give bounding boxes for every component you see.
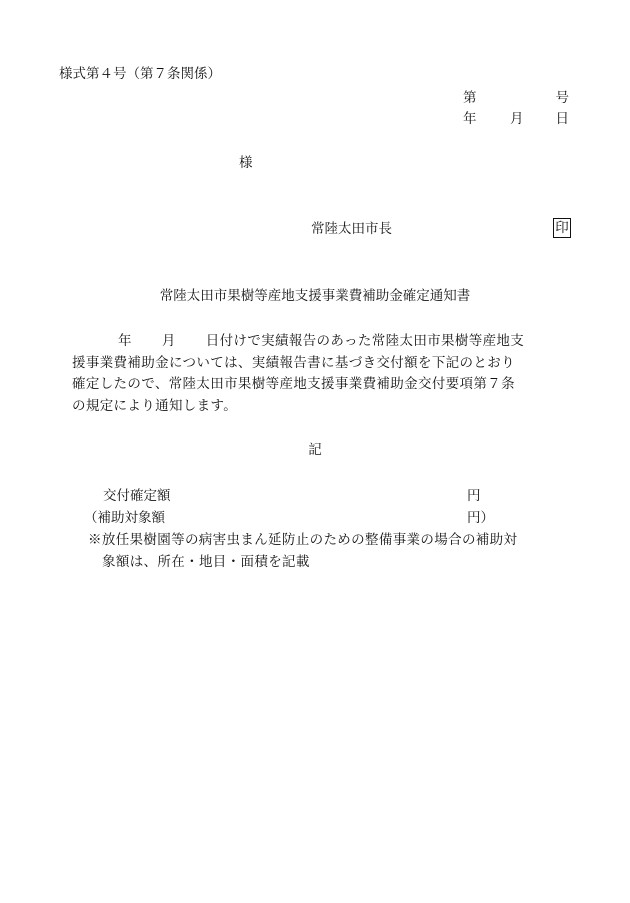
addressee-honorific: 様 (239, 155, 253, 171)
document-body (72, 331, 564, 417)
number-prefix: 第 (463, 90, 477, 106)
eligible-amount-unit: 円） (467, 510, 494, 526)
remark-note (88, 530, 573, 573)
date-day: 日 (555, 111, 569, 127)
body-line-1 (72, 331, 564, 353)
body-line-1-text: 日付けで実績報告のあった常陸太田市果樹等産地支 (205, 333, 525, 349)
body-month: 月 (161, 333, 176, 349)
seal-mark: 印 (553, 218, 571, 238)
note-line-1: ※放任果樹園等の病害虫まん延防止のための整備事業の場合の補助対 (88, 532, 518, 548)
body-year: 年 (118, 333, 132, 349)
body-line-3: 確定したので、常陸太田市果樹等産地支援事業費補助金交付要項第７条 (72, 376, 515, 392)
confirmed-amount-label: 交付確定額 (103, 488, 171, 504)
body-line-4: の規定により通知します。 (72, 397, 238, 414)
date-year: 年 (463, 111, 477, 127)
confirmed-amount-unit: 円 (467, 488, 481, 504)
form-identifier: 様式第４号（第７条関係） (59, 66, 221, 82)
record-heading: 記 (308, 442, 322, 458)
document-title: 常陸太田市果樹等産地支援事業費補助金確定通知書 (159, 288, 471, 304)
body-line-2: 援事業費補助金については、実績報告書に基づき交付額を下記のとおり (72, 354, 515, 371)
note-line-2: 象額は、所在・地目・面積を記載 (102, 553, 310, 570)
number-suffix: 号 (555, 90, 569, 106)
date-month: 月 (510, 111, 524, 127)
issuer-title: 常陸太田市長 (311, 221, 392, 237)
eligible-amount-label: （補助対象額 (84, 510, 165, 526)
